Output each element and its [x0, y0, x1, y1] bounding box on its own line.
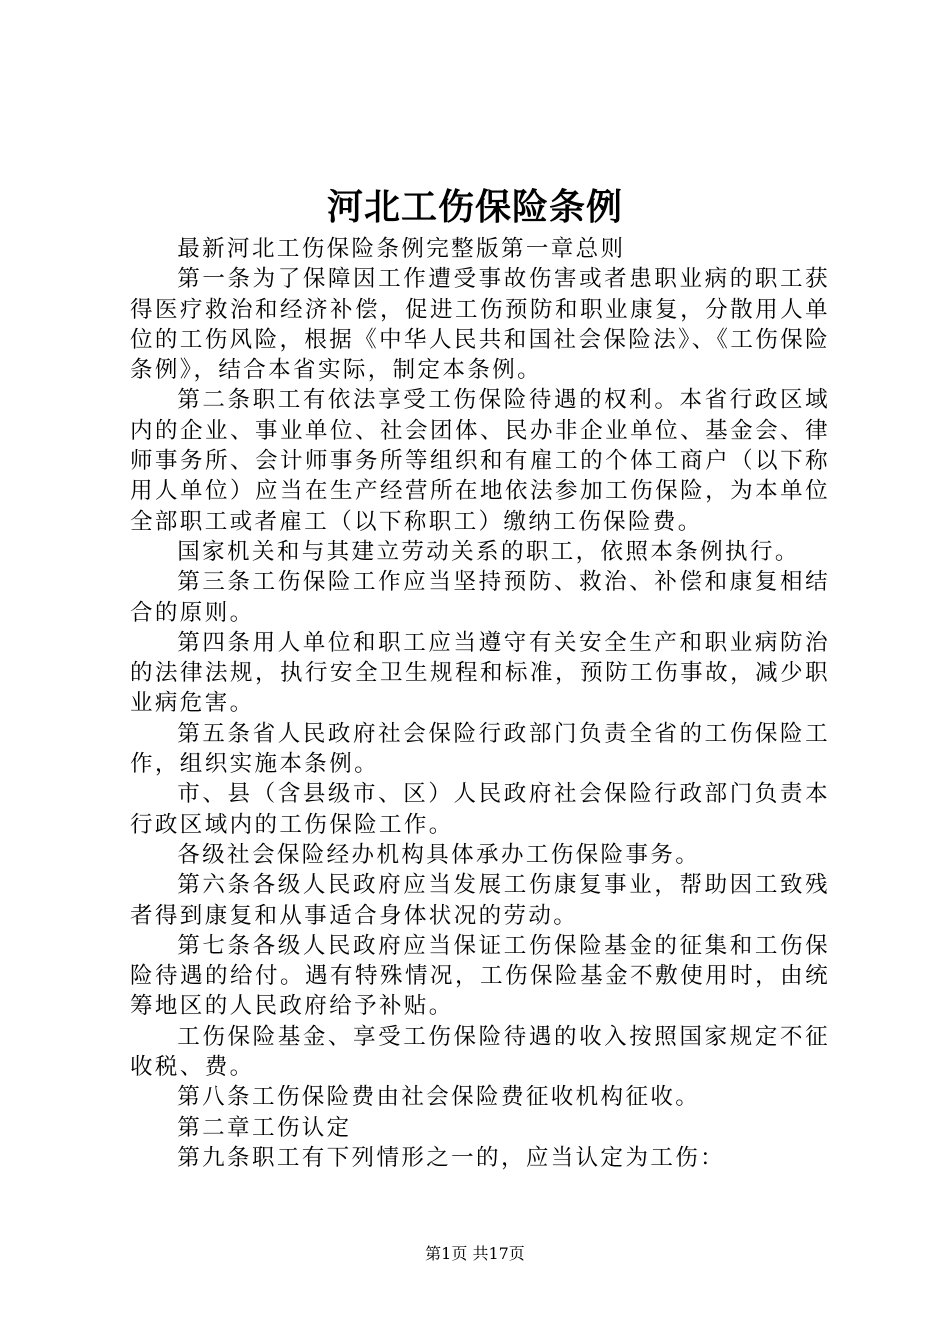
paragraph: 市、县（含县级市、区）人民政府社会保险行政部门负责本行政区域内的工伤保险工作。 — [130, 781, 830, 838]
paragraph: 工伤保险基金、享受工伤保险待遇的收入按照国家规定不征收税、费。 — [130, 1023, 830, 1081]
paragraph: 第二条职工有依法享受工伤保险待遇的权利。本省行政区域内的企业、事业单位、社会团体、民办非企业单位、基金会、律师事务所、会计师事务所等组织和有雇工的个体工商户（以下称用人单位）应当在生产经营所在地依法参加工伤保险，为本单位全部职工或者雇工（以下称职工）缴纳工伤保险费。 — [130, 387, 830, 535]
paragraph: 第九条职工有下列情形之一的，应当认定为工伤： — [177, 1144, 726, 1171]
paragraph: 第三条工伤保险工作应当坚持预防、救治、补偿和康复相结合的原则。 — [130, 569, 830, 626]
paragraph: 各级社会保险经办机构具体承办工伤保险事务。 — [177, 841, 701, 868]
paragraph: 第五条省人民政府社会保险行政部门负责全省的工伤保险工作，组织实施本条例。 — [130, 720, 830, 778]
page-number-footer: 第1页 共17页 — [425, 1244, 525, 1263]
paragraph: 第七条各级人民政府应当保证工伤保险基金的征集和工伤保险待遇的给付。遇有特殊情况，工伤保险基金不敷使用时，由统筹地区的人民政府给予补贴。 — [130, 932, 830, 1020]
paragraph: 最新河北工伤保险条例完整版第一章总则 — [177, 236, 626, 262]
paragraph: 国家机关和与其建立劳动关系的职工，依照本条例执行。 — [177, 538, 800, 565]
document-body — [130, 234, 830, 1173]
paragraph: 第八条工伤保险费由社会保险费征收机构征收。 — [177, 1084, 701, 1111]
paragraph: 第一条为了保障因工作遭受事故伤害或者患职业病的职工获得医疗救治和经济补偿，促进工伤预防和职业康复，分散用人单位的工伤风险，根据《中华人民共和国社会保险法》、《工伤保险条例》，结合本省实际，制定本条例。 — [130, 266, 830, 384]
paragraph: 第四条用人单位和职工应当遵守有关安全生产和职业病防治的法律法规，执行安全卫生规程和标准，预防工伤事故，减少职业病危害。 — [130, 629, 830, 717]
document-title: 河北工伤保险条例 — [326, 186, 623, 228]
chapter-heading: 第二章工伤认定 — [177, 1114, 352, 1141]
paragraph: 第六条各级人民政府应当发展工伤康复事业，帮助因工致残者得到康复和从事适合身体状况的劳动。 — [130, 872, 830, 929]
